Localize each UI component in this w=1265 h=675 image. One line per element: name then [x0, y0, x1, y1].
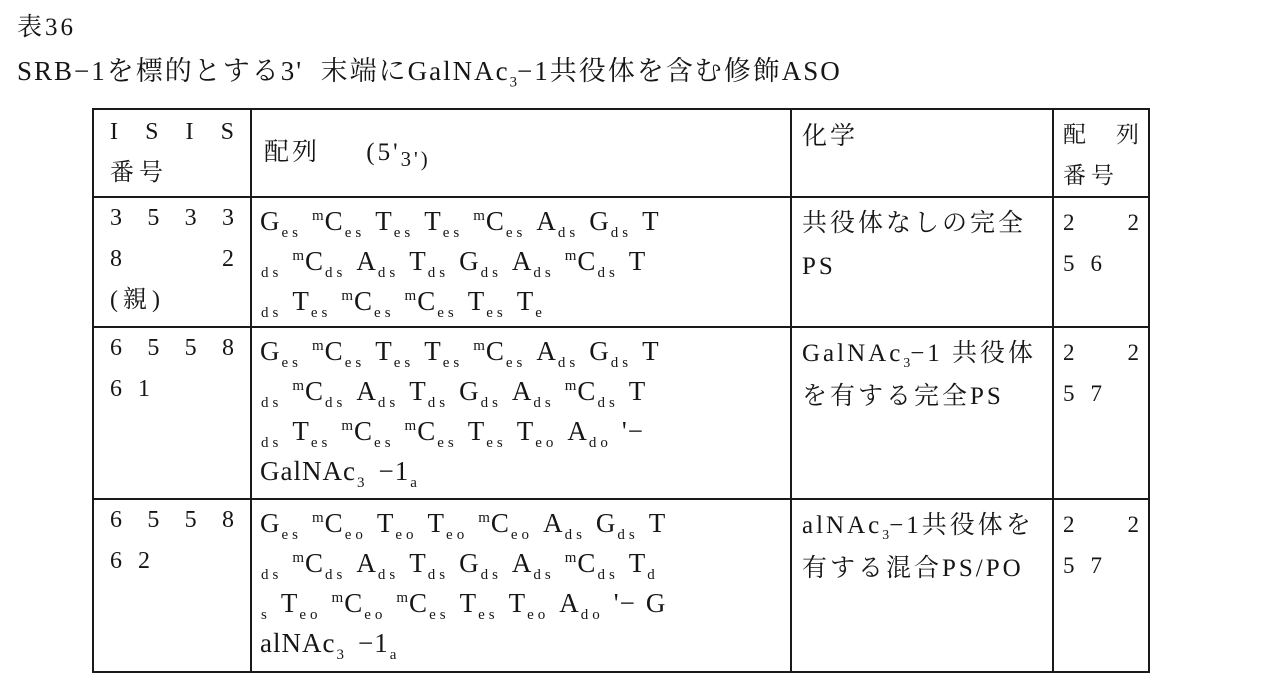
table-row	[93, 197, 1149, 327]
isis-number-cell: 3 5 3 3 8 2 (親)	[93, 197, 251, 327]
chemistry-cell: GalNAc$_3$−1 共役体を有する完全PS	[791, 327, 1053, 499]
sequence-cell: $G_{es}^mC_{es}$ $T_{es}$ $T_{es}^mC_{es}$ $A_{ds}$ $G_{ds}$ T $_{ds}^mC_{ds}$ $A_{ds}$ $T_{ds}$ $G_{ds}$ $A_{ds}^mC_{ds}$ T $_{ds}$ $T_{es}^mC_{es}^mC_{es}$ $T_{es}$ $T_e$	[251, 197, 791, 327]
sequence-cell: $G_{es}^mC_{es}$ $T_{es}$ $T_{es}^mC_{es}$ $A_{ds}$ $G_{ds}$ T $_{ds}^mC_{ds}$ $A_{ds}$ $T_{ds}$ $G_{ds}$ $A_{ds}^mC_{ds}$ T $_{ds}$ $T_{es}^mC_{es}^mC_{es}$ $T_{es}$ $T_{eo}$ $A_{do}$ '− GalNAc$_3$ $-1_a$	[251, 327, 791, 499]
chemistry-cell: 共役体なしの完全PS	[791, 197, 1053, 327]
isis-number-cell: 6 5 5 8 61	[93, 327, 251, 499]
table-row	[93, 327, 1149, 499]
sequence-cell: $G_{es}^mC_{eo}$ $T_{eo}$ $T_{eo}^mC_{eo}$ $A_{ds}$ $G_{ds}$ T $_{ds}^mC_{ds}$ $A_{ds}$ $T_{ds}$ $G_{ds}$ $A_{ds}^mC_{ds}$ $T_d$ $_s$ $T_{eo}^mC_{eo}^mC_{es}$ $T_{es}$ $T_{eo}$ $A_{do}$ '− G alNAc$_3$ $-1_a$	[251, 499, 791, 672]
chemistry-cell: alNAc$_3$−1共役体を有する混合PS/PO	[791, 499, 1053, 672]
page-title: 表36	[17, 14, 77, 41]
seq-id-cell: 2 2 57	[1053, 327, 1149, 499]
col-header-isis-number: I S I S 番号	[93, 109, 251, 197]
col-header-seq-id: 配 列 番号	[1053, 109, 1149, 197]
isis-number-cell: 6 5 5 8 62	[93, 499, 251, 672]
header-row	[93, 109, 1149, 197]
table-caption: SRB−1を標的とする3' 末端にGalNAc$_3$−1共役体を含む修飾ASO	[17, 56, 842, 91]
col-header-chemistry: 化学	[791, 109, 1053, 197]
seq-id-cell: 2 2 57	[1053, 499, 1149, 672]
table-row	[93, 499, 1149, 672]
aso-table	[92, 108, 1150, 673]
col-header-sequence: 配列 ($5'_{3')}$	[251, 109, 791, 197]
seq-id-cell: 2 2 56	[1053, 197, 1149, 327]
